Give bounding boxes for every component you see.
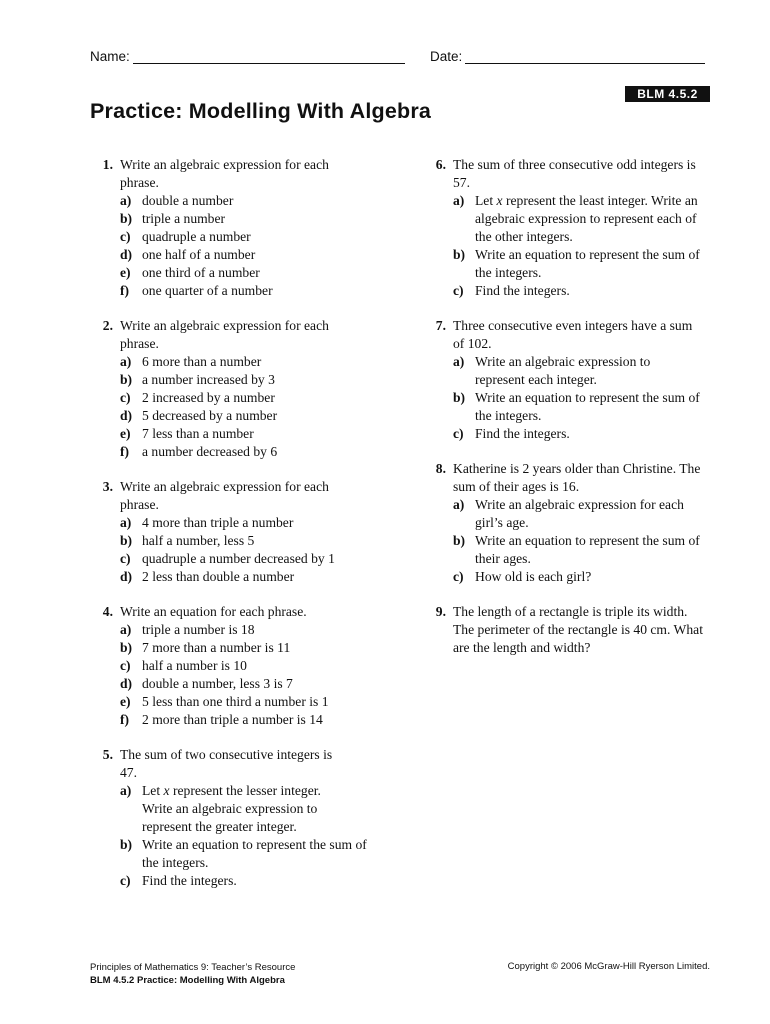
part-label: b) <box>453 390 466 405</box>
part-c <box>120 657 420 675</box>
part-text: quadruple a number <box>142 229 251 244</box>
part-c <box>453 425 743 443</box>
part-label: c) <box>453 283 464 298</box>
part-label: f) <box>120 283 130 298</box>
question-text: The sum of two consecutive integers is 47. <box>120 747 333 780</box>
part-d <box>120 675 420 693</box>
part-text: Find the integers. <box>142 873 237 888</box>
question-5 <box>93 746 420 890</box>
blm-badge: BLM 4.5.2 <box>625 86 710 102</box>
question-4 <box>93 603 420 729</box>
part-f <box>120 443 420 461</box>
part-text: double a number <box>142 193 234 208</box>
part-c <box>120 389 420 407</box>
question-text: Write an algebraic expression for each phrase. <box>120 157 329 190</box>
part-text: 2 more than triple a number is 14 <box>142 712 323 727</box>
part-label: b) <box>453 247 466 262</box>
part-b <box>120 532 420 550</box>
part-text: Write an equation to represent the sum of the integers. <box>475 247 700 280</box>
part-b <box>453 246 715 282</box>
part-label: f) <box>120 444 130 459</box>
part-label: e) <box>120 694 131 709</box>
part-label: c) <box>453 426 464 441</box>
part-label: a) <box>120 354 132 369</box>
question-text: Write an equation for each phrase. <box>120 604 307 619</box>
question-9 <box>426 603 743 657</box>
part-label: d) <box>120 676 133 691</box>
part-text: triple a number <box>142 211 226 226</box>
part-text: Write an equation to represent the sum of the integers. <box>475 390 700 423</box>
part-d <box>120 568 420 586</box>
part-label: a) <box>453 193 465 208</box>
part-a <box>453 496 715 532</box>
part-e <box>120 693 420 711</box>
part-text: half a number is 10 <box>142 658 247 673</box>
part-b <box>120 371 420 389</box>
part-f <box>120 711 420 729</box>
part-text: 6 more than a number <box>142 354 262 369</box>
part-label: b) <box>120 837 133 852</box>
part-text: Write an algebraic expression for each girl’s age. <box>475 497 684 530</box>
name-label: Name: <box>90 49 130 64</box>
part-text: How old is each girl? <box>475 569 592 584</box>
footer-left <box>90 961 295 987</box>
part-text: 4 more than triple a number <box>142 515 294 530</box>
part-text: one quarter of a number <box>142 283 273 298</box>
part-c <box>120 872 420 890</box>
part-text: triple a number is 18 <box>142 622 255 637</box>
question-text: Write an algebraic expression for each phrase. <box>120 318 329 351</box>
part-label: a) <box>120 783 132 798</box>
part-text: Write an equation to represent the sum of the integers. <box>142 837 367 870</box>
question-number: 5. <box>102 747 113 762</box>
question-8 <box>426 460 743 586</box>
part-text: 2 less than double a number <box>142 569 295 584</box>
part-c <box>120 550 420 568</box>
part-label: f) <box>120 712 130 727</box>
part-label: c) <box>120 658 131 673</box>
page-title: Practice: Modelling With Algebra <box>90 99 432 123</box>
question-number: 1. <box>102 157 113 172</box>
part-text: Let x represent the least integer. Write an algebraic expression to represent each of the other integers. <box>475 193 698 244</box>
part-text: Let x represent the lesser integer. Write an algebraic expression to represent the greater integer. <box>142 783 321 834</box>
part-a <box>120 192 420 210</box>
part-label: b) <box>120 533 133 548</box>
part-text: quadruple a number decreased by 1 <box>142 551 335 566</box>
part-a <box>120 353 420 371</box>
part-a <box>120 782 352 836</box>
question-number: 4. <box>102 604 113 619</box>
question-2 <box>93 317 420 461</box>
part-a <box>453 192 715 246</box>
part-text: 7 less than a number <box>142 426 254 441</box>
question-1 <box>93 156 420 300</box>
part-label: c) <box>120 229 131 244</box>
part-text: 7 more than a number is 11 <box>142 640 291 655</box>
header-row <box>90 49 710 67</box>
part-label: c) <box>120 551 131 566</box>
part-label: b) <box>120 211 133 226</box>
part-label: c) <box>120 390 131 405</box>
part-f <box>120 282 420 300</box>
question-number: 6. <box>435 157 446 172</box>
part-label: d) <box>120 247 133 262</box>
part-text: a number increased by 3 <box>142 372 275 387</box>
date-line <box>465 49 705 64</box>
date-field <box>430 49 705 64</box>
part-label: d) <box>120 408 133 423</box>
question-number: 2. <box>102 318 113 333</box>
part-label: e) <box>120 426 131 441</box>
question-text: Three consecutive even integers have a sum of 102. <box>453 318 693 351</box>
footer-blm-title: BLM 4.5.2 Practice: Modelling With Algebra <box>90 975 285 986</box>
part-text: 5 decreased by a number <box>142 408 278 423</box>
part-c <box>453 568 743 586</box>
part-text: one third of a number <box>142 265 260 280</box>
footer-resource: Principles of Mathematics 9: Teacher’s Resource <box>90 962 296 973</box>
part-label: c) <box>120 873 131 888</box>
part-a <box>453 353 690 389</box>
part-label: a) <box>120 193 132 208</box>
part-text: 5 less than one third a number is 1 <box>142 694 329 709</box>
part-e <box>120 425 420 443</box>
part-text: double a number, less 3 is 7 <box>142 676 293 691</box>
question-text: Write an algebraic expression for each phrase. <box>120 479 329 512</box>
part-d <box>120 407 420 425</box>
part-label: a) <box>453 354 465 369</box>
part-label: b) <box>453 533 466 548</box>
part-c <box>453 282 743 300</box>
part-label: b) <box>120 372 133 387</box>
question-number: 3. <box>102 479 113 494</box>
part-text: Write an equation to represent the sum of their ages. <box>475 533 700 566</box>
question-text: The sum of three consecutive odd integers is 57. <box>453 157 696 190</box>
part-text: 2 increased by a number <box>142 390 275 405</box>
name-field <box>90 49 405 64</box>
question-7 <box>426 317 743 443</box>
question-number: 8. <box>435 461 446 476</box>
part-d <box>120 246 420 264</box>
part-a <box>120 621 420 639</box>
question-text: Katherine is 2 years older than Christine. The sum of their ages is 16. <box>453 461 701 494</box>
part-text: a number decreased by 6 <box>142 444 278 459</box>
question-number: 9. <box>435 604 446 619</box>
part-c <box>120 228 420 246</box>
question-6 <box>426 156 743 300</box>
part-b <box>453 532 715 568</box>
part-label: c) <box>453 569 464 584</box>
part-label: d) <box>120 569 133 584</box>
part-e <box>120 264 420 282</box>
question-number: 7. <box>435 318 446 333</box>
part-label: b) <box>120 640 133 655</box>
part-label: e) <box>120 265 131 280</box>
part-text: Write an algebraic expression to represent each integer. <box>475 354 651 387</box>
part-label: a) <box>120 515 132 530</box>
part-b <box>120 210 420 228</box>
part-a <box>120 514 420 532</box>
part-text: one half of a number <box>142 247 256 262</box>
part-b <box>453 389 715 425</box>
part-b <box>120 639 420 657</box>
name-line <box>133 49 405 64</box>
part-label: a) <box>120 622 132 637</box>
part-text: half a number, less 5 <box>142 533 255 548</box>
part-text: Find the integers. <box>475 283 570 298</box>
part-text: Find the integers. <box>475 426 570 441</box>
question-text: The length of a rectangle is triple its width. The perimeter of the rectangle is 40 cm. What are the length and width? <box>453 604 703 655</box>
footer-copyright: Copyright © 2006 McGraw-Hill Ryerson Limited. <box>507 961 710 972</box>
question-3 <box>93 478 420 586</box>
part-b <box>120 836 382 872</box>
date-label: Date: <box>430 49 463 64</box>
part-label: a) <box>453 497 465 512</box>
